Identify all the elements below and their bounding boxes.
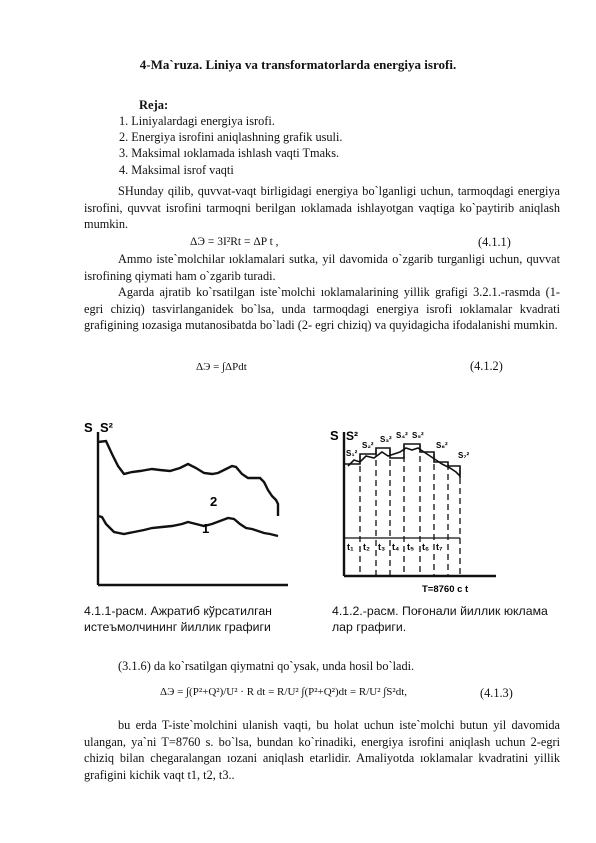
- equation-4-1-3: ΔЭ = ∫(P²+Q²)/U² · R dt = R/U² ∫(P²+Q²)dt = R/U² ∫S²dt,: [160, 686, 408, 698]
- step-label: S₆²: [436, 441, 448, 450]
- step-label: S₃²: [380, 435, 392, 444]
- figure-1-load-graph: [84, 420, 294, 592]
- plan-item: 4. Maksimal isrof vaqti: [119, 162, 234, 177]
- paragraph-1: SHunday qilib, quvvat-vaqt birligidagi energiya bo`lganligi uchun, tarmoqdagi energiya isrofini, quvvat isrofini tarmoqni berilgan ıoklamada ishlayotgan vaqtiga ko`paytirib aniqlash mumkin.: [84, 184, 560, 232]
- axis-s-label: S: [84, 420, 93, 435]
- plan-list: [119, 113, 342, 178]
- t-label: t₃: [378, 542, 386, 552]
- step-label: S₇²: [458, 451, 470, 460]
- paragraph-5: bu erda T-iste`molchini ulanish vaqti, bu holat uchun iste`molchi butun yil davomida ulangan, ya`ni T=8760 s. bo`lsa, bundan ko`rinadiki, energiya isrofini aniqlash uchun 2-egri chiziq bilan chegaralangan ıozani aniqlash etarlidir. Amaliyotda ıoklamalar kvadratini yillik grafigini kichik vaqt t1, t2, t3..: [84, 718, 560, 782]
- t-label: t₇: [436, 542, 443, 552]
- plan-item: 3. Maksimal ıoklamada ishlash vaqti Tmaks.: [119, 146, 340, 161]
- step-label: S₅²: [412, 431, 424, 440]
- axis-s2-label: S²: [100, 420, 113, 435]
- step-label: S₁²: [346, 449, 358, 458]
- figure-2-caption: 4.1.2.-расм. Поғонали йиллик юклама лар графиги.: [332, 604, 548, 634]
- plan-item: 1. Liniyalardagi energiya isrofi.: [119, 114, 275, 128]
- t-label: t₅: [407, 542, 415, 552]
- paragraph-2: Ammo iste`molchilar ıoklamalari sutka, yil davomida o`zgarib turganligi uchun, quvvat isrofining qiymati ham o`zgarib turadi.: [84, 252, 560, 283]
- t-label: t₂: [363, 542, 370, 552]
- equation-number-4-1-1: (4.1.1): [478, 235, 511, 249]
- plan-item: 2. Energiya isrofini aniqlashning grafik usuli.: [119, 130, 343, 145]
- step-label: S₄²: [396, 431, 408, 440]
- paragraph-4: (3.1.6) da ko`rsatilgan qiymatni qo`ysak, unda hosil bo`ladi.: [118, 659, 415, 673]
- axis-s2-label: S²: [346, 429, 358, 443]
- equation-4-1-2: ΔЭ = ∫ΔPdt: [196, 361, 247, 373]
- curve-1-label: 1: [202, 521, 210, 536]
- equation-number-4-1-3: (4.1.3): [480, 686, 513, 700]
- page-title: 4-Ma`ruza. Liniya va transformatorlarda energiya isrofi.: [139, 57, 457, 72]
- t-label: t₁: [347, 542, 354, 552]
- equation-number-4-1-2: (4.1.2): [470, 359, 503, 373]
- axis-s-label: S: [330, 428, 339, 443]
- figure-2-step-graph: [330, 426, 510, 598]
- figure-1-caption: 4.1.1-расм. Ажратиб кўрсатилган истеъмолчининг йиллик графиги: [84, 604, 272, 634]
- t-label: t₄: [392, 542, 400, 552]
- curve-2-label: 2: [210, 494, 218, 509]
- plan-heading: Reja:: [139, 98, 169, 112]
- equation-4-1-1: ΔЭ = 3I²Rt = ΔP t ,: [190, 236, 279, 248]
- t-label: t₆: [422, 542, 430, 552]
- paragraph-3: Agarda ajratib ko`rsatilgan iste`molchi ıoklamalarining yillik grafigi 3.2.1.-rasmda (1- egri chiziq) tasvirlanganidek bo`lsa, unda tarmoqdagi energiya isrofi ıoklamalar kvadrati grafigining ıozasiga mutanosibatda bo`ladi (2- egri chiziq) va quyidagicha ifodalanishi mumkin.: [84, 285, 560, 333]
- step-label: S₂²: [362, 441, 374, 450]
- period-label: T=8760 c t: [422, 584, 469, 595]
